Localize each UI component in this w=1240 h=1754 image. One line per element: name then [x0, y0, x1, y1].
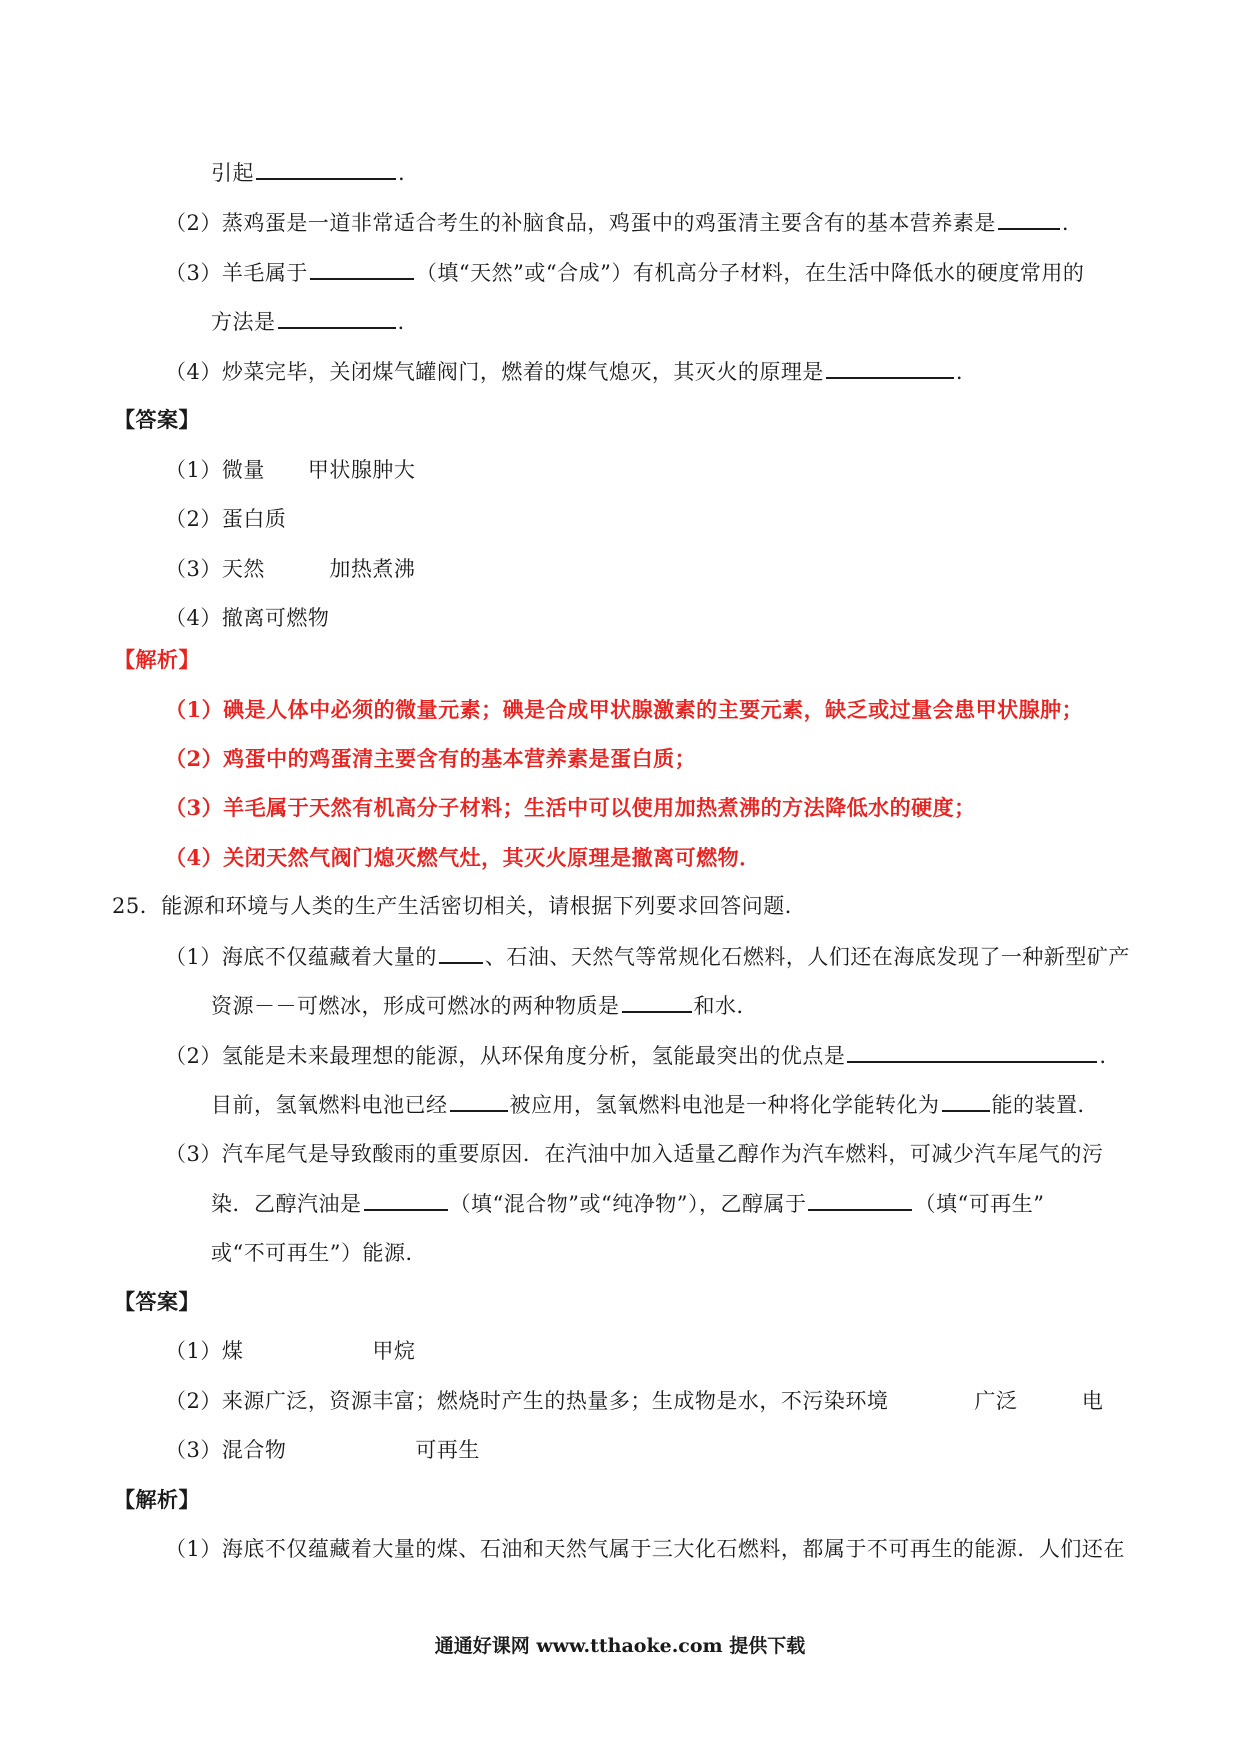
question-line [165, 1041, 1107, 1070]
answer-heading: 【答案】 [114, 407, 200, 432]
text: 染．乙醇汽油是 [211, 1192, 362, 1216]
answer-blank [439, 942, 483, 964]
question-line [165, 357, 963, 386]
answer-line: （1）煤 甲烷 [165, 1339, 416, 1363]
answer-line: （2）蛋白质 [165, 507, 287, 531]
text: 能的装置． [991, 1093, 1099, 1117]
question-line [211, 1090, 1099, 1119]
question-line [165, 942, 1130, 971]
answer-heading: 【答案】 [114, 1289, 200, 1314]
text: （1）海底不仅蕴藏着大量的 [165, 945, 437, 969]
text: . [1099, 1044, 1107, 1068]
analysis-heading: 【解析】 [114, 1487, 200, 1512]
answer-blank [942, 1090, 990, 1112]
analysis-line: （1）海底不仅蕴藏着大量的煤、石油和天然气属于三大化石燃料，都属于不可再生的能源．人们还在 [165, 1537, 1125, 1561]
analysis-line: （3）羊毛属于天然有机高分子材料；生活中可以使用加热煮沸的方法降低水的硬度； [165, 795, 976, 820]
answer-line: （3）混合物 可再生 [165, 1438, 480, 1462]
analysis-line: （1）碘是人体中必须的微量元素；碘是合成甲状腺激素的主要元素，缺乏或过量会患甲状腺肿； [165, 697, 1084, 722]
analysis-line: （2）鸡蛋中的鸡蛋清主要含有的基本营养素是蛋白质； [165, 746, 697, 771]
text: 、石油、天然气等常规化石燃料，人们还在海底发现了一种新型矿产 [484, 945, 1130, 969]
text: . [397, 310, 405, 334]
text: 和水． [693, 994, 758, 1018]
question-line [211, 158, 405, 187]
answer-blank [622, 991, 692, 1013]
answer-blank [450, 1090, 508, 1112]
answer-line: （3）天然 加热煮沸 [165, 557, 416, 581]
answer-line: （2）来源广泛，资源丰富；燃烧时产生的热量多；生成物是水，不污染环境 广泛 电 [165, 1389, 1104, 1413]
analysis-heading: 【解析】 [114, 647, 200, 672]
answer-line: （4）撤离可燃物 [165, 606, 330, 630]
question-title: 25．能源和环境与人类的生产生活密切相关，请根据下列要求回答问题． [112, 894, 807, 918]
answer-blank [310, 258, 414, 280]
text: （2）蒸鸡蛋是一道非常适合考生的补脑食品，鸡蛋中的鸡蛋清主要含有的基本营养素是 [165, 211, 996, 235]
text: 引起 [211, 161, 254, 185]
answer-blank [847, 1041, 1097, 1063]
text: （填“混合物”或“纯净物”），乙醇属于 [449, 1192, 807, 1216]
answer-blank [808, 1189, 912, 1211]
question-line: 或“不可再生”）能源． [211, 1241, 427, 1265]
text: （填“可再生” [914, 1192, 1045, 1216]
answer-blank [278, 307, 396, 329]
answer-blank [364, 1189, 448, 1211]
text: （4）炒菜完毕，关闭煤气罐阀门，燃着的煤气熄灭，其灭火的原理是 [165, 360, 824, 384]
text: 资源－－可燃冰，形成可燃冰的两种物质是 [211, 994, 620, 1018]
text: （填“天然”或“合成”）有机高分子材料，在生活中降低水的硬度常用的 [415, 261, 1085, 285]
analysis-line: （4）关闭天然气阀门熄灭燃气灶，其灭火原理是撤离可燃物． [165, 845, 761, 870]
question-line: （3）汽车尾气是导致酸雨的重要原因．在汽油中加入适量乙醇作为汽车燃料，可减少汽车尾气的污 [165, 1142, 1104, 1166]
text: 目前，氢氧燃料电池已经 [211, 1093, 448, 1117]
question-line [165, 258, 1084, 287]
page-footer: 通通好课网 www.tthaoke.com 提供下载 [434, 1635, 806, 1657]
text: 方法是 [211, 310, 276, 334]
answer-blank [256, 158, 396, 180]
text: . [398, 161, 406, 185]
text: （3）羊毛属于 [165, 261, 308, 285]
answer-blank [826, 357, 954, 379]
answer-line: （1）微量 甲状腺肿大 [165, 458, 416, 482]
question-line [165, 208, 1069, 237]
text: （2）氢能是未来最理想的能源，从环保角度分析，氢能最突出的优点是 [165, 1044, 846, 1068]
question-line [211, 991, 758, 1020]
text: . [1061, 211, 1070, 235]
question-line [211, 307, 405, 336]
text: . [955, 360, 964, 384]
text: 被应用，氢氧燃料电池是一种将化学能转化为 [509, 1093, 940, 1117]
answer-blank [998, 208, 1060, 230]
question-line [211, 1189, 1044, 1218]
